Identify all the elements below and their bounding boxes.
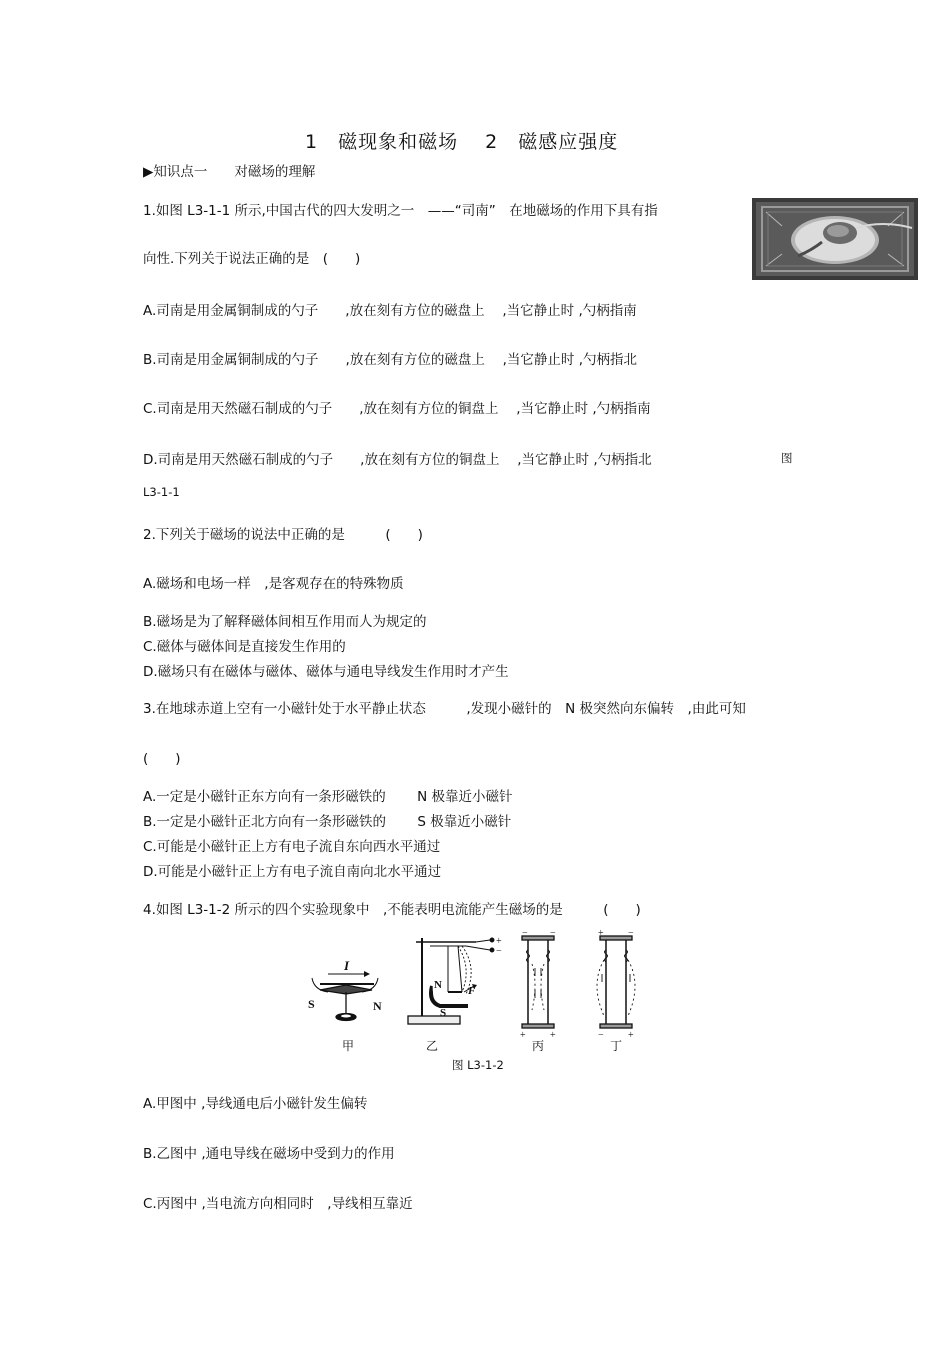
q4-option-b: B.乙图中 ,通电导线在磁场中受到力的作用 xyxy=(143,1146,395,1162)
jia-current-label: I xyxy=(344,958,350,973)
q2-option-b: B.磁场是为了解释磁体间相互作用而人为规定的 xyxy=(143,614,427,630)
bing-plus-label-2: + xyxy=(550,1030,556,1041)
section-heading: ▶知识点一 对磁场的理解 xyxy=(143,164,316,180)
ding-minus-label-top: − xyxy=(628,928,634,939)
q1-option-a: A.司南是用金属铜制成的勺子 ,放在刻有方位的磁盘上 ,当它静止时 ,勺柄指南 xyxy=(143,303,637,319)
q2-option-c: C.磁体与磁体间是直接发生作用的 xyxy=(143,639,346,655)
ding-plus-label-bottom: + xyxy=(628,1030,634,1041)
jia-n-label: N xyxy=(373,999,382,1013)
q4-option-c: C.丙图中 ,当电流方向相同时 ,导线相互靠近 xyxy=(143,1196,413,1212)
sinan-compass-photo xyxy=(752,198,918,280)
q1-figure-label-part2: L3-1-1 xyxy=(143,485,180,499)
q2-stem: 2.下列关于磁场的说法中正确的是 ( ) xyxy=(143,527,423,543)
ding-plus-label-top: + xyxy=(598,928,604,939)
bing-plus-label-1: + xyxy=(520,1030,526,1041)
figure-yi xyxy=(408,938,494,1024)
figure-jia xyxy=(312,971,378,1021)
figure-label-bing: 丙 xyxy=(532,1039,545,1053)
figure-ding xyxy=(597,936,635,1028)
q1-stem-line2: 向性.下列关于说法正确的是 ( ) xyxy=(143,251,361,267)
yi-n-label: N xyxy=(434,979,442,991)
yi-minus-label: − xyxy=(496,946,502,957)
q4-stem: 4.如图 L3-1-2 所示的四个实验现象中 ,不能表明电流能产生磁场的是 ( ) xyxy=(143,902,641,918)
yi-s-label: S xyxy=(440,1007,447,1019)
q1-option-b: B.司南是用金属铜制成的勺子 ,放在刻有方位的磁盘上 ,当它静止时 ,勺柄指北 xyxy=(143,352,638,368)
bing-minus-label-1: − xyxy=(522,928,528,939)
figure-label-jia: 甲 xyxy=(342,1039,355,1053)
page-title: 1 磁现象和磁场 2 磁感应强度 xyxy=(305,131,619,153)
q2-option-a: A.磁场和电场一样 ,是客观存在的特殊物质 xyxy=(143,576,404,592)
q2-option-d: D.磁场只有在磁体与磁体、磁体与通电导线发生作用时才产生 xyxy=(143,664,509,680)
figure-label-ding: 丁 xyxy=(610,1039,623,1053)
ding-minus-label-bottom: − xyxy=(598,1030,604,1041)
q1-stem-line1: 1.如图 L3-1-1 所示,中国古代的四大发明之一 ——“司南” 在地磁场的作用下具有指 xyxy=(143,203,658,219)
experiment-figure xyxy=(300,928,650,1053)
figure-caption: 图 L3-1-2 xyxy=(452,1058,504,1072)
q3-option-d: D.可能是小磁针正上方有电子流自南向北水平通过 xyxy=(143,864,442,880)
q3-option-b: B.一定是小磁针正北方向有一条形磁铁的 S 极靠近小磁针 xyxy=(143,814,512,830)
q1-option-c: C.司南是用天然磁石制成的勺子 ,放在刻有方位的铜盘上 ,当它静止时 ,勺柄指南 xyxy=(143,401,651,417)
q3-option-a: A.一定是小磁针正东方向有一条形磁铁的 N 极靠近小磁针 xyxy=(143,789,513,805)
jia-s-label: S xyxy=(308,997,315,1011)
q3-stem-line2: ( ) xyxy=(143,751,181,767)
figure-label-yi: 乙 xyxy=(426,1039,439,1053)
bing-minus-label-2: − xyxy=(550,928,556,939)
figure-bing xyxy=(522,936,554,1028)
q3-stem-line1: 3.在地球赤道上空有一小磁针处于水平静止状态 ,发现小磁针的 N 极突然向东偏转 ,由此可知 xyxy=(143,701,746,717)
q4-option-a: A.甲图中 ,导线通电后小磁针发生偏转 xyxy=(143,1096,368,1112)
q3-option-c: C.可能是小磁针正上方有电子流自东向西水平通过 xyxy=(143,839,441,855)
yi-f-label: F xyxy=(468,985,476,997)
q1-figure-label-part1: 图 xyxy=(781,451,793,465)
q1-option-d: D.司南是用天然磁石制成的勺子 ,放在刻有方位的铜盘上 ,当它静止时 ,勺柄指北 xyxy=(143,452,652,468)
yi-plus-label: + xyxy=(496,936,502,947)
